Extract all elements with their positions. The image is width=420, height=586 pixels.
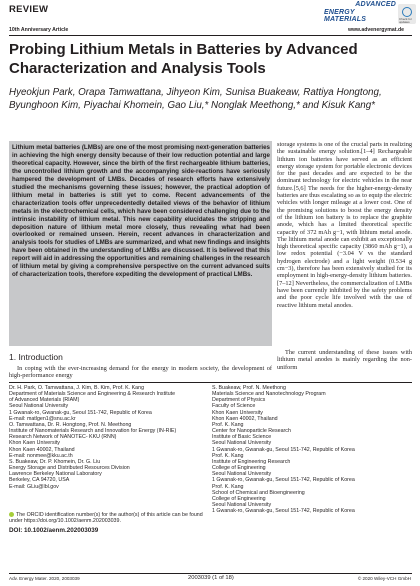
affiliation-line: Prof. K. Kang xyxy=(212,483,244,490)
affiliations-left xyxy=(9,385,197,490)
affiliation-line: Lawrence Berkeley National Laboratory xyxy=(9,471,102,478)
affiliation-line: Seoul National University xyxy=(212,440,272,447)
affiliation-line: Khon Kaen 40002, Thailand xyxy=(212,415,278,422)
affiliation-line: Khon Kaen 40002, Thailand xyxy=(9,446,75,453)
abstract-box xyxy=(9,141,272,346)
affiliation-line: Department of Physics xyxy=(212,397,266,404)
affiliation-email[interactable]: E-mail: nonmee@kku.ac.th xyxy=(9,452,73,459)
affiliation-line: Khon Kaen University xyxy=(9,440,60,447)
affiliation-line: Institute of Engineering Research xyxy=(212,458,291,465)
affiliation-line: Department of Materials Science and Engineering & Research Institute xyxy=(9,391,176,398)
footer-citation: Adv. Energy Mater. 2020, 2003039 xyxy=(9,576,80,581)
affiliation-line: College of Engineering xyxy=(212,495,266,502)
journal-url[interactable]: www.advenergymat.de xyxy=(347,27,404,33)
affiliation-line: Prof. K. Kang xyxy=(212,421,244,428)
section-label: REVIEW xyxy=(9,4,49,15)
affiliation-line: Khon Kaen University xyxy=(212,409,263,416)
check-updates-text: Check for updates xyxy=(399,17,412,24)
header-rule xyxy=(9,35,412,36)
affiliation-line: S. Buakeaw, Prof. N. Meethong xyxy=(212,385,286,391)
orcid-icon xyxy=(9,512,14,517)
affiliation-line: Energy Storage and Distributed Resources Division xyxy=(9,465,130,472)
affiliation-line: Materials Science and Nanotechnology Program xyxy=(212,391,326,398)
orcid-note-text[interactable]: The ORCID identification number(s) for the author(s) of this article can be found under https://doi.org/10.1002/aenm.202003039. xyxy=(9,512,203,525)
affiliations-right xyxy=(212,385,412,514)
affiliation-line: Institute of Nanomaterials Research and Innovation for Energy (IN-RIE) xyxy=(9,428,177,435)
affiliation-line: Prof. K. Kang xyxy=(212,452,244,459)
affiliation-line: Seoul National University xyxy=(212,501,272,508)
affiliation-line: 1 Gwanak-ro, Gwanak-gu, Seoul 151-742, Republic of Korea xyxy=(212,508,355,515)
affiliation-line: Dr. H. Park, O. Tamwattana, J. Kim, B. Kim, Prof. K. Kang xyxy=(9,385,145,391)
body-right-paragraph-2: The current understanding of these issues with lithium metal anodes is mainly regarding the non-uniform xyxy=(277,349,412,371)
affiliation-line: College of Engineering xyxy=(212,465,266,472)
affiliation-email[interactable]: E-mail: GLiu@lbl.gov xyxy=(9,483,59,490)
journal-logo-line2: ENERGY MATERIALS xyxy=(324,9,367,23)
affiliation-line: Research Network of NANOTEC- KKU (RNN) xyxy=(9,434,117,441)
abstract-text: Lithium metal batteries (LMBs) are one of the most promising next-generation batteries in achieving the high energy density because of their low reduction potential and large theoretical capacity. However, since the birth of the first rechargeable lithium batteries, the uncontrolled lithium growth and the accompanying side-reactions have seriously hampered the development of LMBs. Decades of research efforts have extensively studied the mechanisms governing these issues; however, the practical adoption of lithium metal in batteries is still yet to come. Recent advancements of the characterization tools offer unprecedentedly detailed views of the behavior of lithium metals in the electrochemical cells, which have been considered challenging due to the intrinsic instability of lithium metal. This new capability elucidates the stripping and deposition nature of lithium metal more closely, thus revealing what had been overlooked or remained unseen. Herein, recent advances in characterization and analysis tools for studies of LMBs are summarized, and what new findings and insights have been obtained in the understanding of LMBs are discussed. It is believed that this report will aid in addressing the opportunities and remaining challenges in the research of lithium metal by giving a comprehensive perspective on the current advanced suits of characterization tools, therefore expediting the development of practical LMBs. xyxy=(12,144,270,279)
introduction-text: In coping with the ever-increasing demand for the energy in modern society, the development of high-performance energy xyxy=(9,365,272,380)
affiliation-line: Center for Nanoparticle Research xyxy=(212,428,291,435)
affiliation-line: Faculty of Science xyxy=(212,403,256,410)
footer-rule xyxy=(9,573,412,574)
author-list: Hyeokjun Park, Orapa Tamwattana, Jihyeon Kim, Sunisa Buakeaw, Rattiya Hongtong, Byunghoon Kim, Piyachai Khomein, Gao Liu,* Nonglak Meethong,* and Kisuk Kang* xyxy=(9,87,382,111)
orcid-note xyxy=(9,512,204,524)
article-title: Probing Lithium Metals in Batteries by Advanced Characterization and Analysis Tools xyxy=(9,41,358,77)
affiliation-line: 1 Gwanak-ro, Gwanak-gu, Seoul 151-742, Republic of Korea xyxy=(212,477,355,484)
journal-logo-line1: ADVANCED xyxy=(355,1,396,8)
affiliation-rule xyxy=(9,382,412,383)
affiliation-line: 1 Gwanak-ro, Gwanak-gu, Seoul 151-742, Republic of Korea xyxy=(212,446,355,453)
footer-page-number: 2003039 (1 of 18) xyxy=(188,575,234,581)
affiliation-line: 1 Gwanak-ro, Gwanak-gu, Seoul 151-742, Republic of Korea xyxy=(9,409,152,416)
affiliation-email[interactable]: E-mail: matlgen1@snu.ac.kr xyxy=(9,415,76,422)
check-updates-badge[interactable] xyxy=(398,4,416,24)
affiliation-line: Berkeley, CA 94720, USA xyxy=(9,477,70,484)
body-right-column: storage systems is one of the crucial parts in realizing the sustainable energy solution.[1–4] Rechargeable lithium ion batteries have served as an efficient energy storage system for portable electronic devices for the past decades and are expected to be the dominant technology for electric vehicles in the near future.[5,6] The needs for the higher-energy-density batteries are thus escalating so as to equip the electric vehicles with longer mileage at a lower cost. One of the promising solutions to boost the energy density of the lithium ion battery is to replace the graphite anode, which has a limited theoretical specific capacity of 372 mAh g−1, with lithium metal anode. The lithium metal anode can exhibit an exceptionally high theoretical specific capacity (3860 mAh g−1), a low redox potential (−3.04 V vs the standard hydrogen electrode) and a light weight (0.534 g cm−3), therefore has been extensively studied for its employment in high-energy-density lithium batteries.[7–12] Nevertheless, the commercialization of LMBs have been currently inhibited by the safety problems and the poor cycle life involved with the use of reactive lithium metal anodes. xyxy=(277,141,412,309)
affiliation-line: of Advanced Materials (RIAM) xyxy=(9,397,80,404)
affiliation-line: Seoul National University xyxy=(212,471,272,478)
journal-logo xyxy=(324,1,416,25)
affiliation-line: Seoul National University xyxy=(9,403,69,410)
introduction-heading: 1. Introduction xyxy=(9,352,63,362)
affiliation-line: Institute of Basic Science xyxy=(212,434,272,441)
affiliation-line: O. Tamwattana, Dr. R. Hongtong, Prof. N. Meethong xyxy=(9,421,132,428)
doi-link[interactable]: DOI: 10.1002/aenm.202003039 xyxy=(9,527,99,534)
series-label: 10th Anniversary Article xyxy=(9,27,69,33)
footer-copyright: © 2020 Wiley-VCH GmbH xyxy=(357,576,411,581)
affiliation-line: S. Buakeaw, Dr. P. Khomein, Dr. G. Liu xyxy=(9,458,101,465)
check-updates-icon xyxy=(402,7,412,17)
affiliation-line: School of Chemical and Bioengineering xyxy=(212,489,305,496)
